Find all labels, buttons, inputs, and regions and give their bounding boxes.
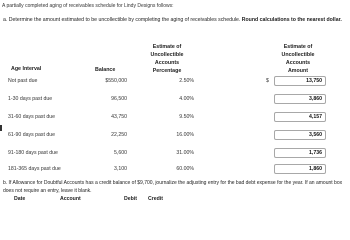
question-b: b. If Allowance for Doubtful Accounts has a credit balance of $9,700, journalize the adjusting entry for the bad debt expense for the year. If an amount box does not require an entry, leave it blank. [3,180,343,194]
question-a [3,16,345,24]
row-balance: 96,500 [111,96,127,102]
row-percent: 4.00% [179,96,194,102]
row-percent: 16.00% [176,132,194,138]
row-balance: $550,000 [105,78,127,84]
row-interval: 91-180 days past due [8,150,58,156]
amount-input[interactable]: 3,860 [274,94,326,104]
intro-text: A partially completed aging of receivables schedule for Lindy Designs follows: [2,3,174,9]
row-balance: 22,250 [111,132,127,138]
amt-header-line-4: Amount [287,68,308,74]
amt-header-line-2: Uncollectible [281,52,315,58]
pct-header-line-3: Accounts [154,60,180,66]
amt-header-line-3: Accounts [285,60,311,66]
journal-date-header: Date [14,196,26,202]
row-balance: 3,100 [114,166,127,172]
estimate-amount-header [268,43,328,75]
dollar-sign: $ [266,78,269,84]
amount-input[interactable]: 3,560 [274,130,326,140]
row-interval: 181-365 days past due [8,166,61,172]
pct-header-line-4: Percentage [152,68,182,74]
journal-credit-header: Credit [148,196,163,202]
row-percent: 9.50% [179,114,194,120]
age-interval-header: Age Interval [11,66,42,72]
amount-input[interactable]: 1,860 [274,164,326,174]
row-balance: 5,600 [114,150,127,156]
journal-debit-header: Debit [124,196,137,202]
amt-header-line-1: Estimate of [283,44,313,50]
row-percent: 31.00% [176,150,194,156]
row-percent: 2.50% [179,78,194,84]
balance-header [95,66,115,74]
journal-account-header: Account [60,196,81,202]
balance-header-label: Balance [95,67,116,73]
estimate-percent-header [140,43,194,75]
row-interval: Not past due [8,78,38,84]
row-marker [0,125,2,131]
pct-header-line-1: Estimate of [152,44,182,50]
row-interval: 31-60 days past due [8,114,56,120]
question-a-instruction: Round calculations to the nearest dollar. [241,17,342,23]
row-interval: 61-90 days past due [8,132,56,138]
pct-header-line-2: Uncollectible [150,52,184,58]
amount-input[interactable]: 13,750 [274,76,326,86]
row-balance: 43,750 [111,114,127,120]
row-percent: 60.00% [176,166,194,172]
question-a-text: a. Determine the amount estimated to be uncollectible by completing the aging of receivables schedule. [3,17,242,23]
row-interval: 1-30 days past due [8,96,53,102]
amount-input[interactable]: 4,157 [274,112,326,122]
amount-input[interactable]: 1,736 [274,148,326,158]
